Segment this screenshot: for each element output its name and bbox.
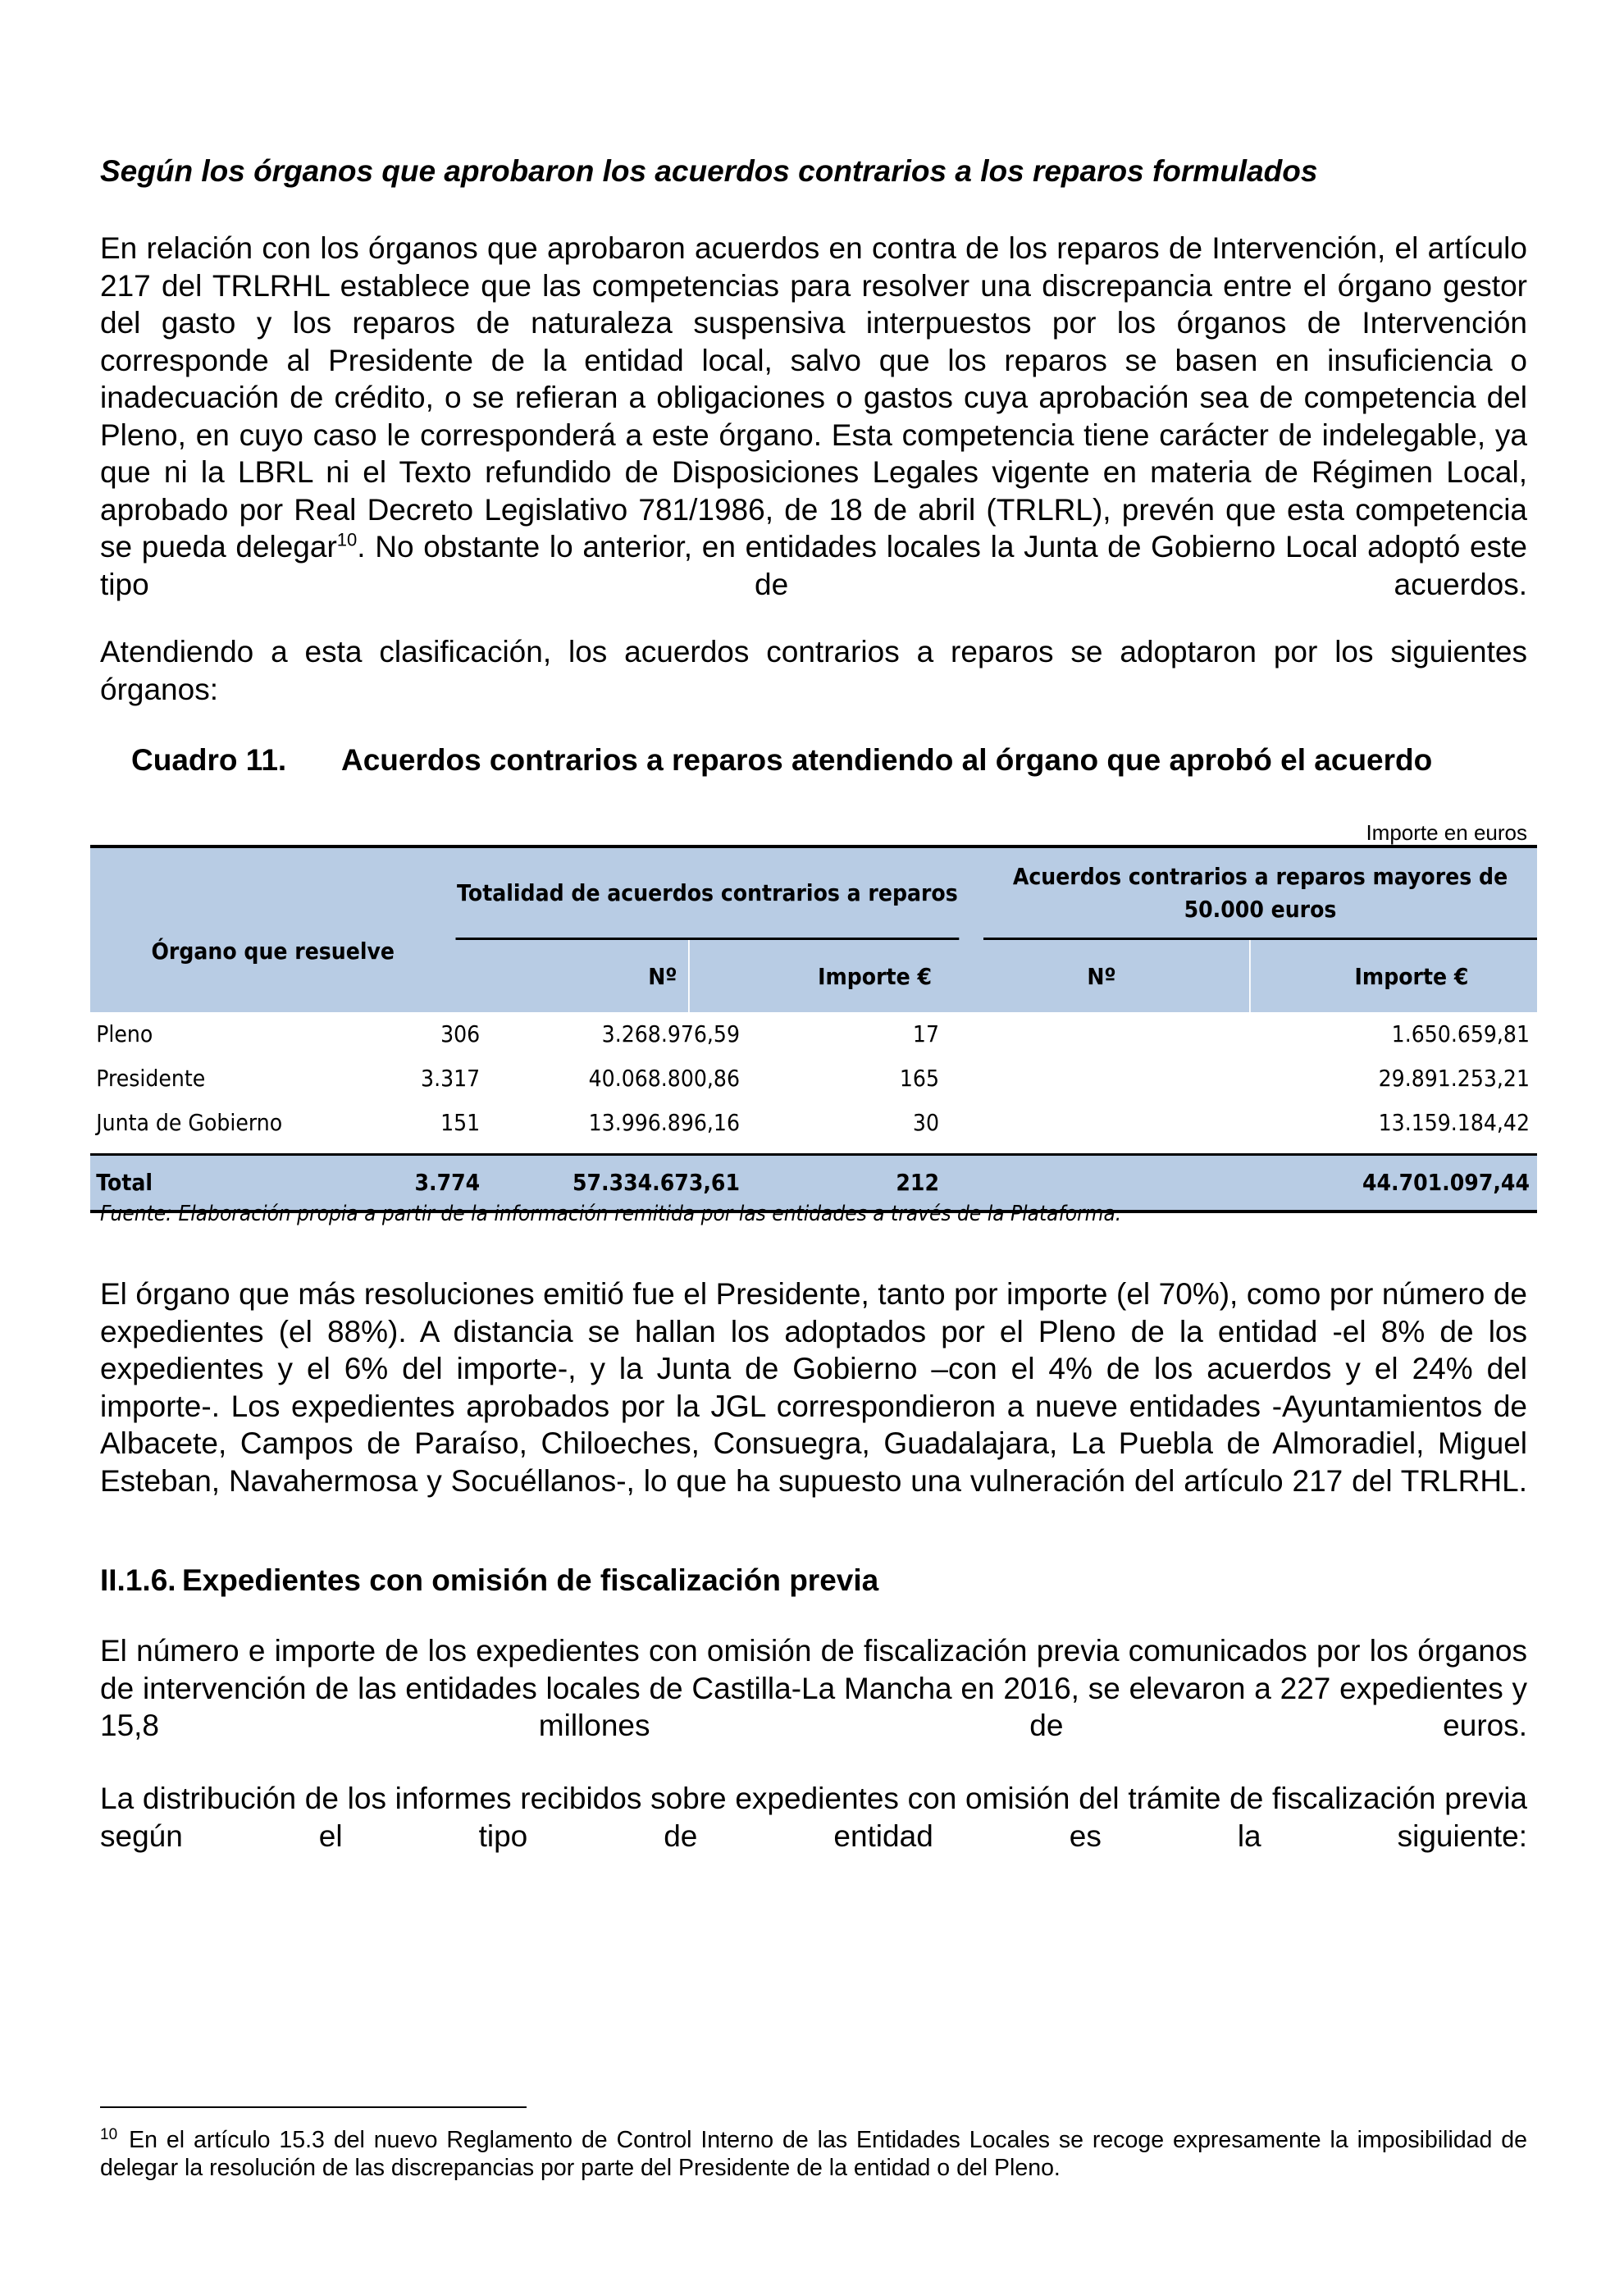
cell-organo: Junta de Gobierno <box>96 1109 283 1136</box>
cell-total-n-mayores: 212 <box>896 1169 939 1196</box>
header-importe-mayores-label: Importe € <box>1354 962 1469 990</box>
table-header <box>90 845 1537 1012</box>
paragraph-omision: El número e importe de los expedientes con omisión de fiscalización previa comunicados por los órganos de intervención de las entidades locales de Castilla-La Mancha en 2016, se elevaron a 227 expedientes y 15,8 millones de euros. <box>100 1634 1527 1742</box>
header-group-total: Totalidad de acuerdos contrarios a reparos <box>456 848 960 940</box>
cell-n-mayores: 165 <box>899 1065 939 1092</box>
footnote-mark: 10 <box>100 2125 118 2143</box>
header-n-mayores <box>991 940 1212 1012</box>
cell-organo: Pleno <box>96 1020 153 1047</box>
header-importe-total <box>740 940 932 1012</box>
cell-importe-mayores: 29.891.253,21 <box>1378 1065 1530 1092</box>
header-divider <box>688 940 690 1012</box>
table-row <box>90 1056 1537 1101</box>
table-row <box>90 1101 1537 1145</box>
paragraph-clasificacion: Atendiendo a esta clasificación, los acuerdos contrarios a reparos se adoptaron por los siguientes órganos: <box>100 635 1527 706</box>
header-group-mayores: Acuerdos contrarios a reparos mayores de 50.000 euros <box>983 848 1537 940</box>
table-caption <box>131 743 1527 778</box>
paragraph-analysis: El órgano que más resoluciones emitió fue el Presidente, tanto por importe (el 70%), como por número de expedientes (el 88%). A distancia se hallan los adoptados por el Pleno de la entidad -el 8% de los expedientes y el 6% del importe-, y la Junta de Gobierno –con el 4% de los acuerdos y el 24% del importe-. Los expedientes aprobados por la JGL correspondieron a nueve entidades -Ayuntamientos de Albacete, Campos de Paraíso, Chiloeches, Consuegra, Guadalajara, La Puebla de Almoradiel, Miguel Esteban, Navahermosa y Socuéllanos-, lo que ha supuesto una vulneración del artículo 217 del TRLRHL. <box>100 1277 1527 1498</box>
header-importe-total-label: Importe € <box>818 962 932 990</box>
table-caption-title: Acuerdos contrarios a reparos atendiendo al órgano que aprobó el acuerdo <box>341 743 1433 777</box>
section-title: Expedientes con omisión de fiscalización previa <box>182 1563 879 1597</box>
paragraph-distribucion: La distribución de los informes recibidos sobre expedientes con omisión del trámite de fiscalización previa según el tipo de entidad es la siguiente: <box>100 1782 1527 1853</box>
section-heading-italic: Según los órganos que aprobaron los acuerdos contrarios a los reparos formulados <box>100 154 1318 188</box>
header-n-total <box>456 940 677 1012</box>
paragraph-text-cont: . No obstante lo anterior, en entidades locales la Junta de Gobierno Local adoptó este tipo de acuerdos. <box>100 530 1527 601</box>
cell-total-importe: 57.334.673,61 <box>572 1169 740 1196</box>
table-row <box>90 1012 1537 1056</box>
cell-total-n: 3.774 <box>414 1169 481 1196</box>
cell-n-total: 306 <box>440 1020 481 1047</box>
table-source-note: Fuente: Elaboración propia a partir de la información remitida por las entidades a través de la Plataforma. <box>100 1202 1122 1226</box>
cell-total-label: Total <box>96 1169 153 1196</box>
table-caption-number: Cuadro 11. <box>131 743 287 777</box>
header-n-mayores-label: Nº <box>1087 962 1116 990</box>
header-organo: Órgano que resuelve <box>151 937 395 965</box>
cell-n-total: 151 <box>440 1109 481 1136</box>
section-number: II.1.6. <box>100 1563 176 1597</box>
units-note: Importe en euros <box>1366 820 1527 845</box>
footnote-text: En el artículo 15.3 del nuevo Reglamento de Control Interno de las Entidades Locales se recoge expresamente la imposibilidad de delegar la resolución de las discrepancias por parte del Presidente de la entidad o del Pleno. <box>100 2127 1527 2181</box>
cell-n-mayores: 30 <box>912 1109 939 1136</box>
paragraph-organos <box>100 230 1527 641</box>
cell-total-importe-mayores: 44.701.097,44 <box>1362 1169 1530 1196</box>
header-n-total-label: Nº <box>648 962 677 990</box>
footnote-separator <box>100 2106 527 2108</box>
header-divider <box>1249 940 1251 1012</box>
cell-n-mayores: 17 <box>912 1020 939 1047</box>
section-heading <box>100 1563 878 1598</box>
paragraph-text: En relación con los órganos que aprobaron acuerdos en contra de los reparos de Intervención, el artículo 217 del TRLRHL establece que las competencias para resolver una discrepancia entre el órgano gestor del gasto y los reparos de naturaleza suspensiva interpuestos por los órganos de Intervención corresponde al Presidente de la entidad local, salvo que los reparos se basen en insuficiencia o inadecuación de crédito, o se refieran a obligaciones o gastos cuya aprobación sea de competencia del Pleno, en cuyo caso le corresponderá a este órgano. Esta competencia tiene carácter de indelegable, ya que ni la LBRL ni el Texto refundido de Disposiciones Legales vigente en materia de Régimen Local, aprobado por Real Decreto Legislativo 781/1986, de 18 de abril (TRLRL), prevén que esta competencia se pueda delegar <box>100 231 1527 564</box>
cell-importe-total: 3.268.976,59 <box>601 1020 740 1047</box>
cell-importe-mayores: 13.159.184,42 <box>1378 1109 1530 1136</box>
cell-importe-mayores: 1.650.659,81 <box>1391 1020 1530 1047</box>
cell-importe-total: 13.996.896,16 <box>588 1109 740 1136</box>
cell-organo: Presidente <box>96 1065 206 1092</box>
data-table <box>90 845 1537 1213</box>
footnote <box>100 2126 1527 2182</box>
header-importe-mayores <box>1301 940 1522 1012</box>
footnote-reference[interactable]: 10 <box>336 529 358 550</box>
cell-importe-total: 40.068.800,86 <box>588 1065 740 1092</box>
cell-n-total: 3.317 <box>421 1065 481 1092</box>
